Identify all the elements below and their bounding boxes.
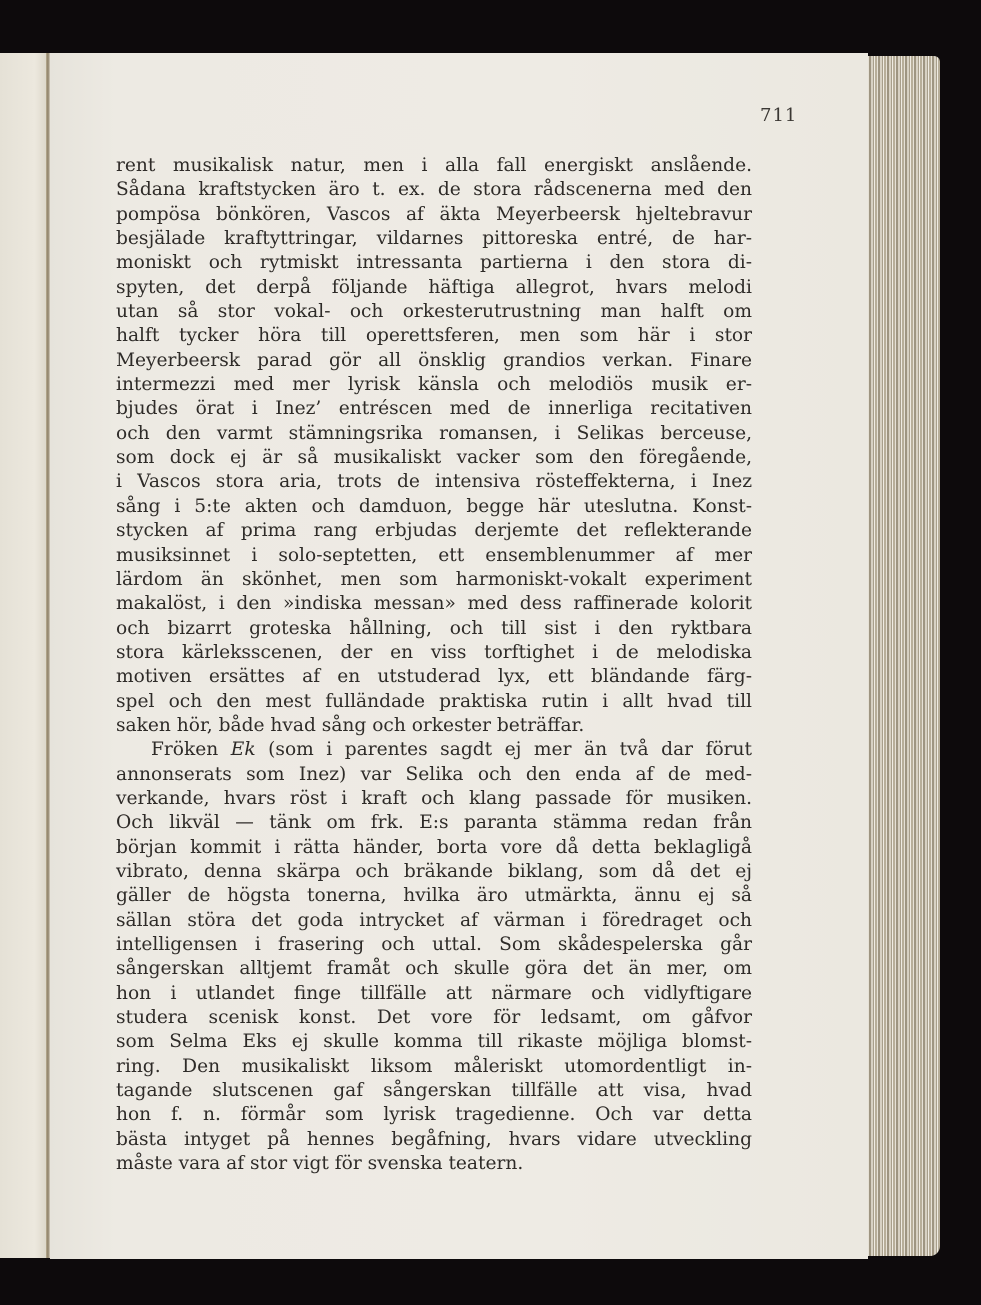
text-line: besjälade kraftyttringar, vildarnes pittoreska entré, de har- — [116, 228, 752, 250]
text-line: intelligensen i frasering och uttal. Som skådespelerska går — [116, 934, 752, 955]
text-line: moniskt och rytmiskt intressanta partierna i den stora di- — [116, 252, 752, 274]
text-line: utan så stor vokal- och orkesterutrustning man halft om — [116, 301, 752, 323]
text-line: saken hör, både hvad sång och orkester beträffar. — [116, 714, 585, 736]
text-line: Och likväl — tänk om frk. E:s paranta stämma redan från — [116, 812, 752, 834]
text-line: hon i utlandet finge tillfälle att närmare och vidlyftigare — [116, 982, 752, 1004]
text-line: verkande, hvars röst i kraft och klang passade för musiken. — [116, 787, 752, 809]
text-line: hon f. n. förmår som lyrisk tragedienne. Och var detta — [116, 1104, 752, 1126]
text-run: (som i parentes sagdt ej mer än två dar förut — [255, 739, 752, 761]
text-line: studera scenisk konst. Det vore för ledsamt, om gåfvor — [116, 1007, 752, 1029]
text-line: vibrato, denna skärpa och bräkande biklang, som då det ej — [116, 860, 752, 882]
text-line: och den varmt stämningsrika romansen, i Selikas berceuse, — [116, 422, 752, 444]
left-page-edge — [0, 53, 50, 1258]
text-line: spyten, det derpå följande häftiga allegrot, hvars melodi — [116, 276, 752, 298]
text-line: i Vascos stora aria, trots de intensiva rösteffekterna, i Inez — [116, 471, 752, 493]
stacked-page-edges — [866, 56, 940, 1256]
text-line: och bizarrt groteska hållning, och till sist i den ryktbara — [116, 617, 752, 639]
text-line: början kommit i rätta händer, borta vore då detta beklagligå — [116, 836, 752, 858]
text-line: sångerskan alltjemt framåt och skulle göra det än mer, om — [116, 958, 752, 980]
text-line: makalöst, i den »indiska messan» med dess raffinerade kolorit — [116, 593, 752, 615]
text-line: sång i 5:te akten och damduon, begge här uteslutna. Konst- — [116, 495, 752, 517]
text-line: tagande slutscenen gaf sångerskan tillfälle att visa, hvad — [116, 1080, 752, 1102]
page-number: 711 — [760, 105, 798, 126]
text-line: pompösa bönkören, Vascos af äkta Meyerbeersk hjeltebravur — [116, 203, 752, 225]
text-line: ring. Den musikaliskt liksom måleriskt utomordentligt in- — [116, 1055, 752, 1077]
text-line: spel och den mest fulländade praktiska rutin i allt hvad till — [116, 690, 752, 712]
text-line: stycken af prima rang erbjudas derjemte det reflekterande — [116, 520, 752, 542]
text-line: lärdom än skönhet, men som harmoniskt-vokalt experiment — [116, 568, 752, 590]
text-line: Sådana kraftstycken äro t. ex. de stora rådscenerna med den — [116, 179, 752, 201]
text-line: intermezzi med mer lyrisk känsla och melodiös musik er- — [116, 374, 752, 396]
text-line: sällan störa det goda intrycket af värman i föredraget och — [116, 909, 752, 931]
text-line: annonserats som Inez) var Selika och den enda af de med- — [116, 763, 752, 785]
body-text — [116, 154, 752, 1176]
text-line: bästa intyget på hennes begåfning, hvars vidare utveckling — [116, 1128, 752, 1150]
text-line: stora kärleksscenen, der en viss torftighet i de melodiska — [116, 641, 752, 663]
text-line: gäller de högsta tonerna, hvilka äro utmärkta, ännu ej så — [116, 885, 752, 907]
text-line: som Selma Eks ej skulle komma till rikaste möjliga blomst- — [116, 1031, 752, 1053]
paragraph-1 — [116, 154, 752, 738]
italic-name: Ek — [230, 739, 256, 761]
text-line-first — [116, 738, 752, 762]
text-line: måste vara af stor vigt för svenska teatern. — [116, 1153, 524, 1175]
text-line: rent musikalisk natur, men i alla fall energiskt anslående. — [116, 155, 752, 176]
text-line: halft tycker höra till operettsferen, men som här i stor — [116, 325, 752, 347]
text-line: bjudes örat i Inez’ entréscen med de innerliga recitativen — [116, 398, 752, 420]
text-run: Fröken — [151, 739, 231, 761]
text-line: Meyerbeersk parad gör all önsklig grandios verkan. Finare — [116, 349, 752, 371]
text-line: motiven ersättes af en utstuderad lyx, ett bländande färg- — [116, 666, 752, 688]
text-line: musiksinnet i solo-septetten, ett ensemblenummer af mer — [116, 544, 752, 566]
paragraph-2 — [116, 738, 752, 1176]
text-line: som dock ej är så musikaliskt vacker som den föregående, — [116, 447, 752, 469]
